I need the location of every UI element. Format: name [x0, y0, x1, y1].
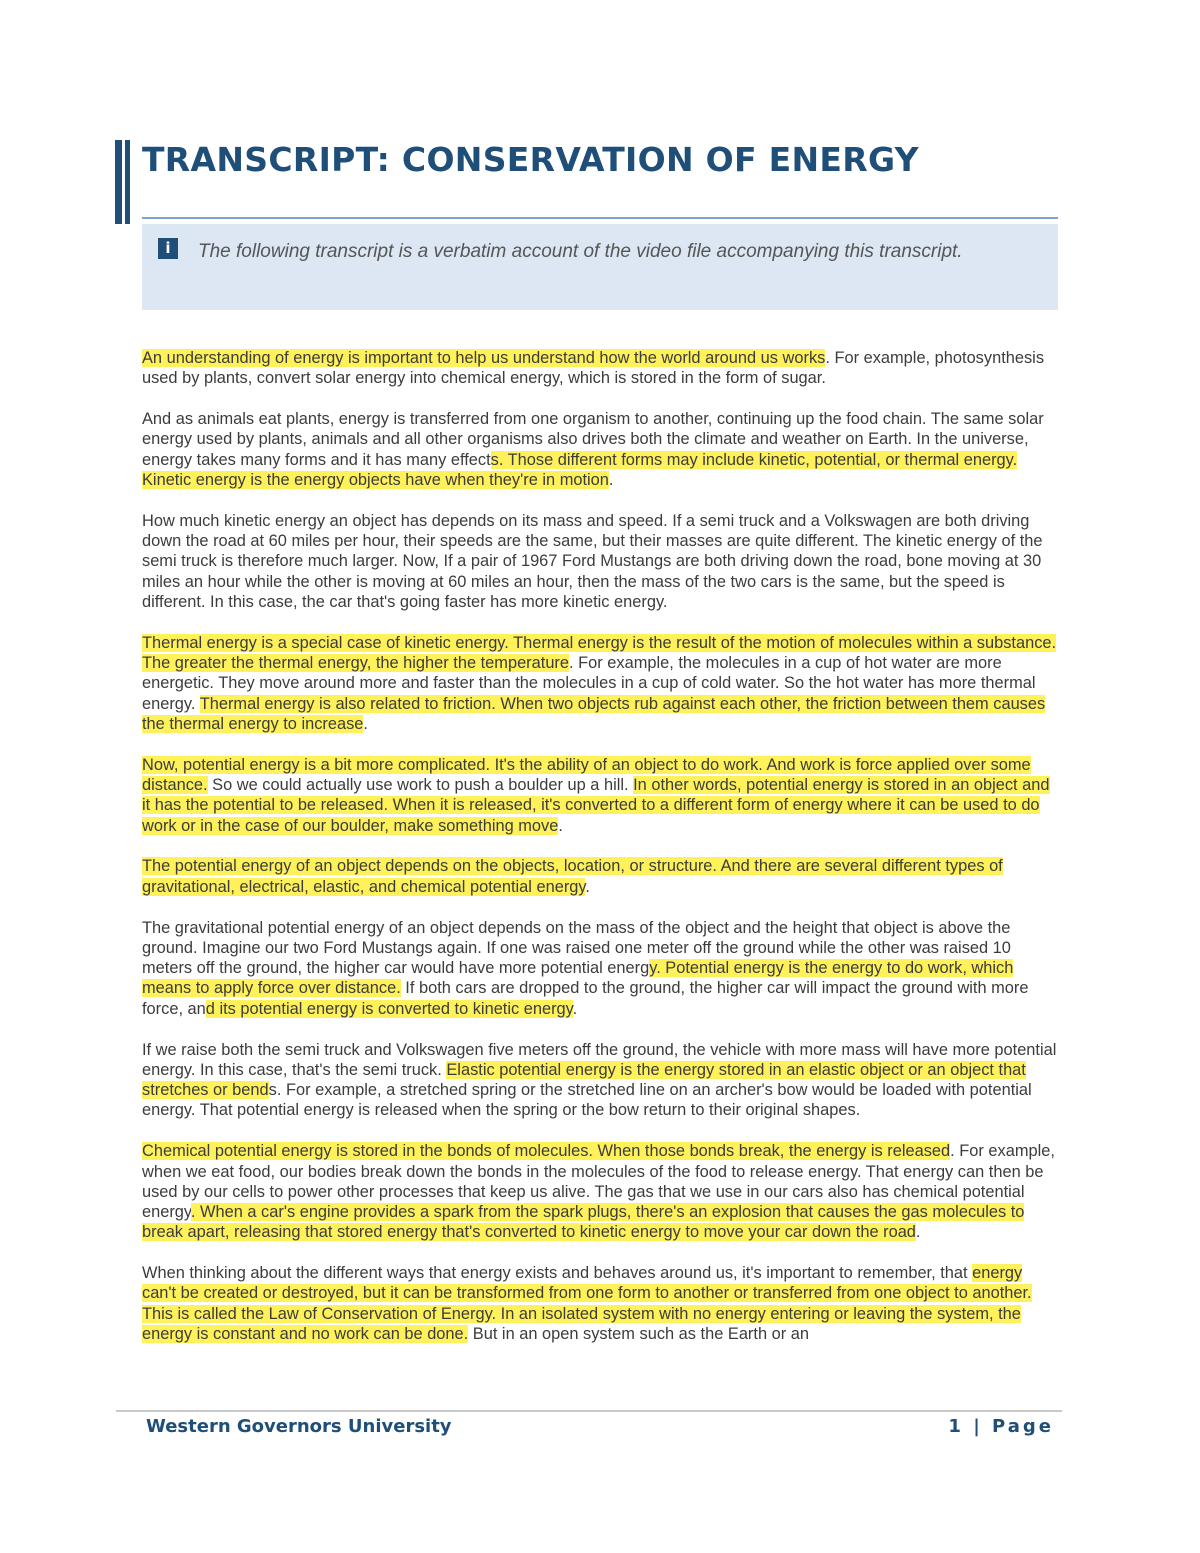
paragraph-text: If both cars are dropped to the ground, the higher car will impact the ground with more force, an	[142, 979, 1029, 1018]
transcript-paragraph	[142, 856, 1060, 897]
transcript-body	[142, 348, 1060, 1365]
paragraph-text: But in an open system such as the Earth or an	[468, 1325, 809, 1344]
transcript-paragraph	[142, 918, 1060, 1019]
footer-divider	[116, 1410, 1062, 1412]
paragraph-text: So we could actually use work to push a boulder up a hill.	[207, 776, 634, 795]
highlighted-text: Thermal energy is a special case of kinetic energy. Thermal energy is the result of the motion of molecules within a substance. The greater the thermal energy, the higher the temperature	[142, 633, 1057, 673]
info-icon: i	[158, 238, 178, 259]
highlighted-text: The potential energy of an object depends on the objects, location, or structure. And there are several different types of gravitational, electrical, elastic, and chemical potential energy	[142, 857, 1003, 896]
paragraph-text: .	[363, 714, 368, 733]
transcript-paragraph	[142, 511, 1060, 612]
title-accent-bar	[115, 140, 122, 224]
paragraph-text: .	[558, 816, 563, 835]
page-title: TRANSCRIPT: CONSERVATION OF ENERGY	[142, 140, 919, 179]
highlighted-text: energy can't be created or destroyed, but it can be transformed from one form to another or transferred from one object to another. This is called the Law of Conservation of Energy. In an isolated system with no energy entering or leaving the system, the energy is constant and no work can be done.	[142, 1264, 1032, 1344]
page-label: Page	[992, 1416, 1054, 1437]
highlighted-text: Thermal energy is also related to friction. When two objects rub against each other, the friction between them causes the thermal energy to increase	[142, 694, 1046, 733]
footer-institution: Western Governors University	[146, 1416, 452, 1437]
transcript-paragraph	[142, 1263, 1060, 1344]
highlighted-text: Now, potential energy is a bit more complicated. It's the ability of an object to do work. And work is force applied over some distance.	[142, 755, 1031, 795]
highlighted-text: Elastic potential energy is the energy stored in an elastic object or an object that stretches or bend	[142, 1060, 1026, 1100]
paragraph-text: How much kinetic energy an object has depends on its mass and speed. If a semi truck and a Volkswagen are both driving down the road at 60 miles per hour, their speeds are the same, but their masses are quite different. The kinetic energy of the semi truck is therefore much larger. Now, If a pair of 1967 Ford Mustangs are both driving down the road, bone moving at 30 miles an hour while the other is moving at 60 miles an hour, then the mass of the two cars is the same, but the speed is different. In this case, the car that's going faster has more kinetic energy.	[142, 511, 1043, 611]
paragraph-text: .	[585, 877, 590, 896]
transcript-paragraph	[142, 1040, 1060, 1121]
highlighted-text: s. Those different forms may include kinetic, potential, or thermal energy. Kinetic energy is the energy objects have when they're in motion	[142, 450, 1018, 489]
paragraph-text: . For example, when we eat food, our bodies break down the bonds in the molecules of the food to release energy. That energy can then be used by our cells to power other processes that keep us alive. The gas that we use in our cars also has chemical potential energy	[142, 1142, 1055, 1222]
page-number: 1	[948, 1416, 964, 1437]
transcript-paragraph	[142, 633, 1060, 734]
highlighted-text: y. Potential energy is the energy to do work, which means to apply force over distance.	[142, 959, 1014, 998]
transcript-paragraph	[142, 348, 1060, 389]
highlighted-text: Chemical potential energy is stored in the bonds of molecules. When those bonds break, the energy is released	[142, 1142, 951, 1161]
transcript-paragraph	[142, 1141, 1060, 1242]
paragraph-text: And as animals eat plants, energy is transferred from one organism to another, continuing up the food chain. The same solar energy used by plants, animals and all other organisms also drives both the climate and weather on Earth. In the universe, energy takes many forms and it has many effect	[142, 410, 1044, 469]
paragraph-text: If we raise both the semi truck and Volkswagen five meters off the ground, the vehicle with more mass will have more potential energy. In this case, that's the semi truck.	[142, 1040, 1057, 1079]
paragraph-text: The gravitational potential energy of an object depends on the mass of the object and the height that object is above the ground. Imagine our two Ford Mustangs again. If one was raised one meter off the ground while the other was raised 10 meters off the ground, the higher car would have more potential energ	[142, 918, 1011, 978]
paragraph-text: When thinking about the different ways that energy exists and behaves around us, it's important to remember, that	[142, 1264, 973, 1283]
highlighted-text: . When a car's engine provides a spark from the spark plugs, there's an explosion that causes the gas molecules to break apart, releasing that stored energy that's converted to kinetic energy to move your car down the road	[142, 1203, 1025, 1242]
title-accent-bar	[125, 140, 130, 224]
info-callout-text: The following transcript is a verbatim account of the video file accompanying this transcript.	[198, 241, 963, 262]
paragraph-text: s. For example, a stretched spring or the stretched line on an archer's bow would be loaded with potential energy. That potential energy is released when the spring or the bow return to their original shapes.	[142, 1081, 1032, 1120]
highlighted-text: In other words, potential energy is stored in an object and it has the potential to be released. When it is released, it's converted to a different form of energy where it can be used to do work or in the case of our boulder, make something move	[142, 776, 1050, 835]
paragraph-text: .	[572, 999, 578, 1018]
highlighted-text: d its potential energy is converted to kinetic energy	[205, 999, 573, 1018]
paragraph-text: . For example, the molecules in a cup of hot water are more energetic. They move around more and faster than the molecules in a cup of cold water. So the hot water has more thermal energy.	[142, 654, 1036, 713]
title-underline	[142, 217, 1058, 219]
paragraph-text: .	[608, 470, 614, 489]
title-accent-bars	[115, 140, 133, 224]
transcript-paragraph	[142, 755, 1060, 836]
paragraph-text: . For example, photosynthesis used by plants, convert solar energy into chemical energy, which is stored in the form of sugar.	[142, 349, 1045, 388]
highlighted-text: An understanding of energy is important to help us understand how the world around us works	[142, 349, 826, 367]
transcript-paragraph	[142, 409, 1060, 490]
paragraph-text: .	[915, 1223, 921, 1242]
page-number-label	[948, 1416, 1054, 1437]
page-separator: |	[973, 1416, 983, 1437]
info-callout	[142, 224, 1058, 310]
